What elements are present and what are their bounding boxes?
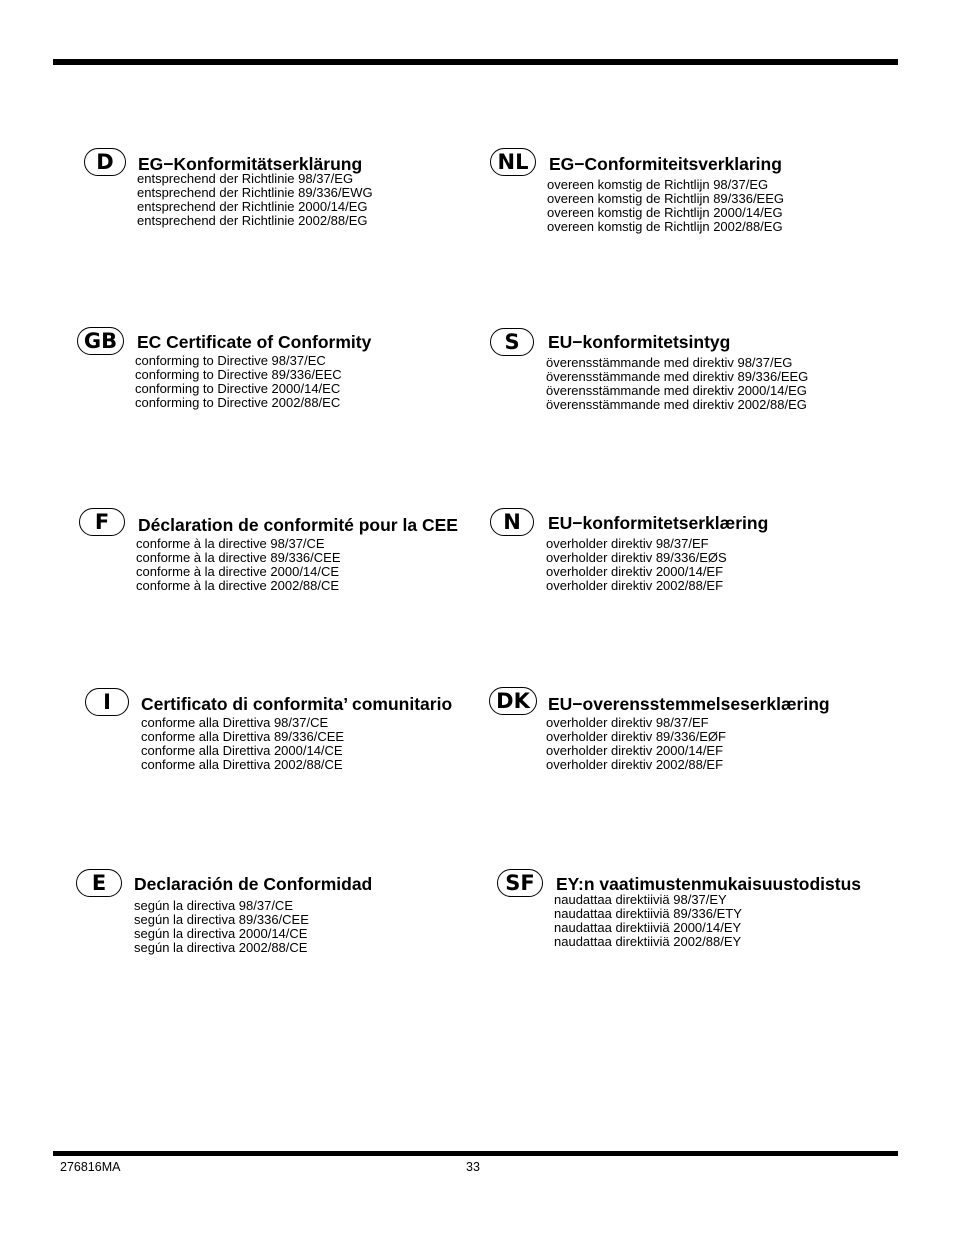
directive-line: naudattaa direktiiviä 98/37/EY [554, 892, 727, 907]
section-title-d: EG−Konformitätserklärung [138, 154, 363, 174]
document-number: 276816MA [60, 1160, 121, 1174]
language-badge-f: F [79, 508, 125, 536]
directive-line: överensstämmande med direktiv 89/336/EEG [546, 369, 809, 384]
language-badge-n: N [490, 508, 534, 536]
bottom-rule [53, 1151, 898, 1156]
directive-list-nl [547, 178, 784, 234]
directive-line: conforming to Directive 2000/14/EC [135, 381, 341, 396]
section-title-dk: EU−overensstemmelseserklæring [548, 694, 830, 714]
directive-list-n [546, 537, 727, 593]
directive-line: overholder direktiv 2000/14/EF [546, 743, 724, 758]
directive-line: conforming to Directive 2002/88/EC [135, 395, 341, 410]
directive-line: conforme alla Direttiva 89/336/CEE [141, 729, 345, 744]
section-title-sf: EY:n vaatimustenmukaisuustodistus [556, 874, 862, 894]
directive-line: entsprechend der Richtlinie 89/336/EWG [137, 185, 373, 200]
directive-line: overeen komstig de Richtlijn 2000/14/EG [547, 205, 783, 220]
language-badge-i: I [85, 688, 129, 716]
directive-line: overeen komstig de Richtlijn 2002/88/EG [547, 219, 783, 234]
directive-line: overholder direktiv 98/37/EF [546, 536, 709, 551]
directive-line: overholder direktiv 2000/14/EF [546, 564, 724, 579]
language-badge-s: S [490, 328, 534, 356]
directive-line: entsprechend der Richtlinie 98/37/EG [137, 171, 354, 186]
directive-line: naudattaa direktiiviä 2000/14/EY [554, 920, 742, 935]
directive-line: överensstämmande med direktiv 2002/88/EG [546, 397, 807, 412]
section-title-s: EU−konformitetsintyg [548, 332, 731, 352]
directive-list-s [546, 356, 808, 412]
directive-line: overholder direktiv 89/336/EØF [546, 729, 726, 744]
section-title-e: Declaración de Conformidad [134, 874, 373, 894]
page-number: 33 [466, 1160, 480, 1174]
directive-list-sf [554, 893, 742, 949]
directive-line: overholder direktiv 2002/88/EF [546, 578, 724, 593]
directive-line: conforme alla Direttiva 2002/88/CE [141, 757, 343, 772]
section-title-i: Certificato di conformita’ comunitario [141, 694, 453, 714]
directive-line: naudattaa direktiiviä 2002/88/EY [554, 934, 742, 949]
directive-list-e [134, 899, 309, 955]
directive-line: conforming to Directive 89/336/EEC [135, 367, 342, 382]
language-badge-dk: DK [489, 687, 537, 715]
language-badge-sf: SF [497, 869, 543, 897]
language-badge-e: E [76, 869, 122, 897]
directive-list-f [136, 537, 341, 593]
directive-line: overeen komstig de Richtlijn 89/336/EEG [547, 191, 785, 206]
directive-list-d [137, 172, 373, 228]
directive-line: överensstämmande med direktiv 98/37/EG [546, 355, 793, 370]
section-title-nl: EG−Conformiteitsverklaring [549, 154, 782, 174]
section-title-n: EU−konformitetserklæring [548, 513, 769, 533]
directive-line: conforme à la directive 2002/88/CE [136, 578, 340, 593]
directive-list-gb [135, 354, 342, 410]
directive-line: naudattaa direktiiviä 89/336/ETY [554, 906, 742, 921]
section-title-f: Déclaration de conformité pour la CEE [138, 515, 458, 535]
directive-line: conforme alla Direttiva 98/37/CE [141, 715, 329, 730]
language-badge-gb: GB [77, 327, 124, 355]
language-badge-d: D [84, 148, 126, 176]
directive-line: overholder direktiv 89/336/EØS [546, 550, 727, 565]
directive-line: conforming to Directive 98/37/EC [135, 353, 326, 368]
directive-line: conforme à la directive 2000/14/CE [136, 564, 340, 579]
section-title-gb: EC Certificate of Conformity [137, 332, 372, 352]
directive-line: según la directiva 89/336/CEE [134, 912, 309, 927]
directive-line: overholder direktiv 2002/88/EF [546, 757, 724, 772]
directive-line: conforme à la directive 89/336/CEE [136, 550, 341, 565]
directive-line: según la directiva 2002/88/CE [134, 940, 308, 955]
directive-line: overeen komstig de Richtlijn 98/37/EG [547, 177, 769, 192]
directive-line: entsprechend der Richtlinie 2000/14/EG [137, 199, 368, 214]
top-rule [53, 59, 898, 65]
directive-line: según la directiva 98/37/CE [134, 898, 293, 913]
directive-line: según la directiva 2000/14/CE [134, 926, 308, 941]
directive-list-i [141, 716, 344, 772]
directive-line: överensstämmande med direktiv 2000/14/EG [546, 383, 807, 398]
directive-line: entsprechend der Richtlinie 2002/88/EG [137, 213, 368, 228]
directive-list-dk [546, 716, 726, 772]
directive-line: conforme à la directive 98/37/CE [136, 536, 325, 551]
language-badge-nl: NL [490, 148, 536, 176]
directive-line: conforme alla Direttiva 2000/14/CE [141, 743, 343, 758]
directive-line: overholder direktiv 98/37/EF [546, 715, 709, 730]
